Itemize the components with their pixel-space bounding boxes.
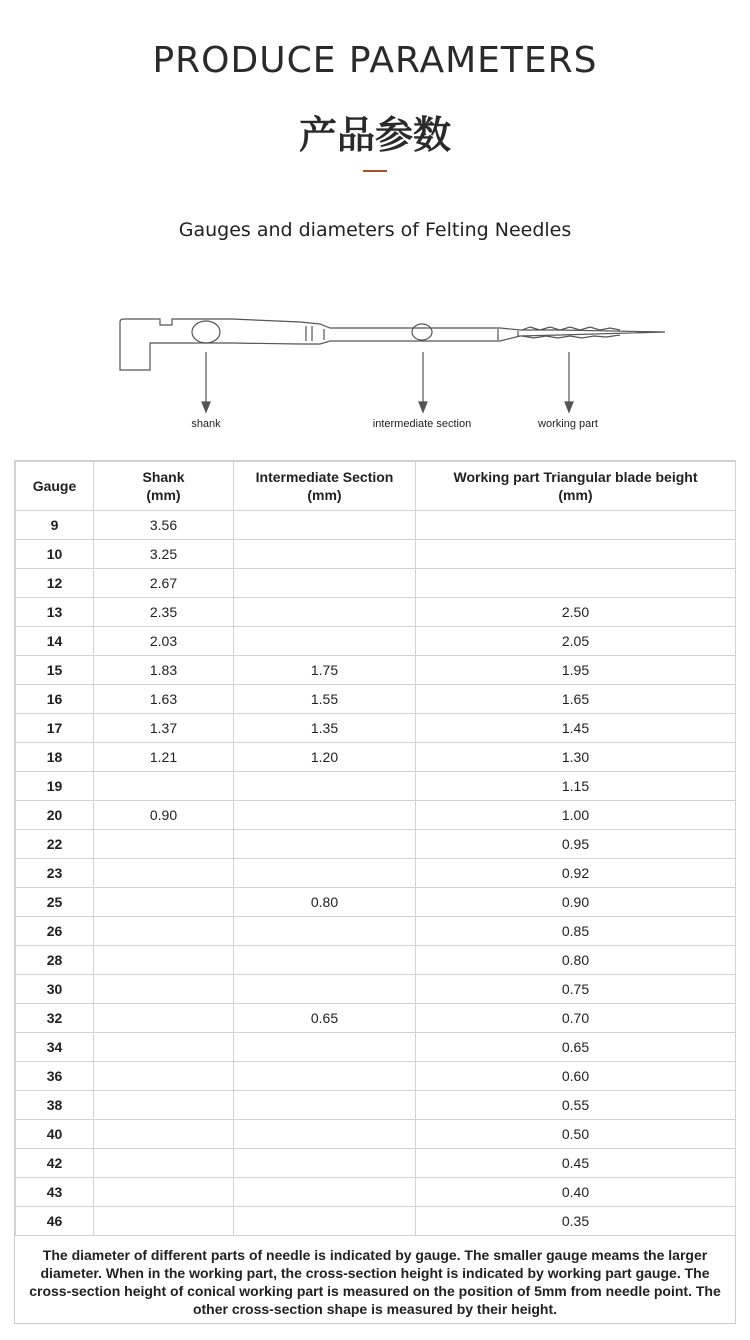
parameters-table-container (14, 460, 736, 1324)
table-note: The diameter of different parts of needle is indicated by gauge. The smaller gauge meams the larger diameter. When in the working part, the cross-section height is indicated by working part gauge. The cross-section height of conical working part is measured on the position of 5mm from needle point. The other cross-section shape is measured by their height. (29, 1247, 721, 1317)
header-shank: Shank (mm) (94, 462, 234, 511)
cell-intermediate (234, 946, 416, 975)
cell-gauge: 15 (16, 656, 94, 685)
cell-working (416, 569, 736, 598)
table-row (16, 946, 736, 975)
cell-shank (94, 888, 234, 917)
cell-intermediate: 1.75 (234, 656, 416, 685)
felting-needle-diagram (0, 300, 750, 450)
table-row (16, 598, 736, 627)
cell-gauge: 43 (16, 1178, 94, 1207)
cell-gauge: 17 (16, 714, 94, 743)
cell-intermediate: 1.35 (234, 714, 416, 743)
cell-intermediate: 1.20 (234, 743, 416, 772)
cell-gauge: 22 (16, 830, 94, 859)
cell-intermediate: 1.55 (234, 685, 416, 714)
cell-working: 1.95 (416, 656, 736, 685)
table-row (16, 888, 736, 917)
cell-working: 0.55 (416, 1091, 736, 1120)
cell-working: 0.70 (416, 1004, 736, 1033)
cell-working: 0.80 (416, 946, 736, 975)
cell-gauge: 28 (16, 946, 94, 975)
cell-shank (94, 1120, 234, 1149)
cell-working: 1.45 (416, 714, 736, 743)
cell-gauge: 16 (16, 685, 94, 714)
cell-shank: 1.63 (94, 685, 234, 714)
page-title-zh: 产品参数 (298, 113, 451, 157)
cell-shank: 1.83 (94, 656, 234, 685)
cell-intermediate (234, 859, 416, 888)
cell-gauge: 46 (16, 1207, 94, 1236)
section-subtitle: Gauges and diameters of Felting Needles (178, 219, 572, 241)
cell-shank (94, 1004, 234, 1033)
table-row (16, 859, 736, 888)
cell-gauge: 34 (16, 1033, 94, 1062)
cell-shank (94, 772, 234, 801)
cell-working: 1.00 (416, 801, 736, 830)
cell-shank (94, 1207, 234, 1236)
cell-intermediate (234, 1149, 416, 1178)
cell-shank: 3.56 (94, 511, 234, 540)
cell-shank: 3.25 (94, 540, 234, 569)
cell-gauge: 26 (16, 917, 94, 946)
cell-working: 0.50 (416, 1120, 736, 1149)
cell-working: 2.50 (416, 598, 736, 627)
table-row (16, 830, 736, 859)
cell-gauge: 36 (16, 1062, 94, 1091)
cell-working: 0.35 (416, 1207, 736, 1236)
intermediate-marker-circle (412, 324, 432, 340)
cell-intermediate (234, 1091, 416, 1120)
cell-shank: 2.03 (94, 627, 234, 656)
cell-working: 0.95 (416, 830, 736, 859)
diagram-arrows (202, 352, 573, 412)
label-intermediate-section: intermediate section (372, 418, 472, 430)
cell-working: 1.30 (416, 743, 736, 772)
title-divider (363, 170, 387, 172)
needle-outline (120, 319, 665, 370)
table-row (16, 1149, 736, 1178)
table-row (16, 1091, 736, 1120)
cell-gauge: 10 (16, 540, 94, 569)
cell-intermediate (234, 598, 416, 627)
cell-shank (94, 1149, 234, 1178)
parameters-table (15, 461, 736, 1236)
label-working-part: working part (538, 418, 598, 430)
cell-gauge: 42 (16, 1149, 94, 1178)
cell-working: 2.05 (416, 627, 736, 656)
cell-intermediate (234, 1033, 416, 1062)
cell-gauge: 20 (16, 801, 94, 830)
table-row (16, 1033, 736, 1062)
table-body (16, 511, 736, 1236)
table-row (16, 1120, 736, 1149)
cell-working: 0.90 (416, 888, 736, 917)
cell-intermediate (234, 511, 416, 540)
cell-gauge: 19 (16, 772, 94, 801)
cell-intermediate (234, 569, 416, 598)
cell-gauge: 13 (16, 598, 94, 627)
cell-working (416, 540, 736, 569)
cell-shank (94, 830, 234, 859)
cell-working: 0.92 (416, 859, 736, 888)
cell-intermediate (234, 540, 416, 569)
table-row (16, 1178, 736, 1207)
table-row (16, 1004, 736, 1033)
cell-shank (94, 1033, 234, 1062)
cell-intermediate (234, 830, 416, 859)
table-row (16, 1207, 736, 1236)
cell-working: 1.65 (416, 685, 736, 714)
cell-shank (94, 917, 234, 946)
cell-working: 0.85 (416, 917, 736, 946)
cell-shank: 1.37 (94, 714, 234, 743)
table-row (16, 714, 736, 743)
cell-shank (94, 1062, 234, 1091)
cell-working (416, 511, 736, 540)
header-working: Working part Triangular blade beight (mm) (416, 462, 736, 511)
cell-gauge: 38 (16, 1091, 94, 1120)
cell-working: 0.60 (416, 1062, 736, 1091)
table-row (16, 801, 736, 830)
table-row (16, 569, 736, 598)
cell-shank (94, 1178, 234, 1207)
table-row (16, 511, 736, 540)
table-row (16, 685, 736, 714)
table-header-row (16, 462, 736, 511)
cell-gauge: 30 (16, 975, 94, 1004)
cell-intermediate (234, 772, 416, 801)
table-row (16, 743, 736, 772)
cell-working: 0.65 (416, 1033, 736, 1062)
cell-intermediate (234, 1062, 416, 1091)
shank-marker-circle (192, 321, 220, 343)
header-gauge: Gauge (16, 462, 94, 511)
cell-gauge: 23 (16, 859, 94, 888)
cell-working: 0.40 (416, 1178, 736, 1207)
cell-intermediate (234, 975, 416, 1004)
cell-working: 0.75 (416, 975, 736, 1004)
cell-working: 0.45 (416, 1149, 736, 1178)
cell-intermediate (234, 917, 416, 946)
table-row (16, 627, 736, 656)
table-row (16, 656, 736, 685)
cell-gauge: 18 (16, 743, 94, 772)
cell-shank (94, 1091, 234, 1120)
cell-shank: 0.90 (94, 801, 234, 830)
cell-gauge: 25 (16, 888, 94, 917)
cell-intermediate (234, 1178, 416, 1207)
cell-shank (94, 859, 234, 888)
page-title-en: PRODUCE PARAMETERS (152, 40, 598, 81)
cell-gauge: 14 (16, 627, 94, 656)
cell-intermediate: 0.65 (234, 1004, 416, 1033)
cell-shank (94, 975, 234, 1004)
table-row (16, 1062, 736, 1091)
table-row (16, 772, 736, 801)
cell-gauge: 9 (16, 511, 94, 540)
cell-intermediate (234, 801, 416, 830)
cell-shank: 2.67 (94, 569, 234, 598)
cell-gauge: 40 (16, 1120, 94, 1149)
table-row (16, 917, 736, 946)
cell-gauge: 12 (16, 569, 94, 598)
label-shank: shank (191, 418, 221, 430)
cell-intermediate (234, 627, 416, 656)
cell-intermediate (234, 1207, 416, 1236)
header-intermediate: Intermediate Section (mm) (234, 462, 416, 511)
cell-shank: 1.21 (94, 743, 234, 772)
cell-shank: 2.35 (94, 598, 234, 627)
cell-intermediate (234, 1120, 416, 1149)
table-row (16, 975, 736, 1004)
cell-shank (94, 946, 234, 975)
cell-gauge: 32 (16, 1004, 94, 1033)
table-row (16, 540, 736, 569)
cell-intermediate: 0.80 (234, 888, 416, 917)
cell-working: 1.15 (416, 772, 736, 801)
